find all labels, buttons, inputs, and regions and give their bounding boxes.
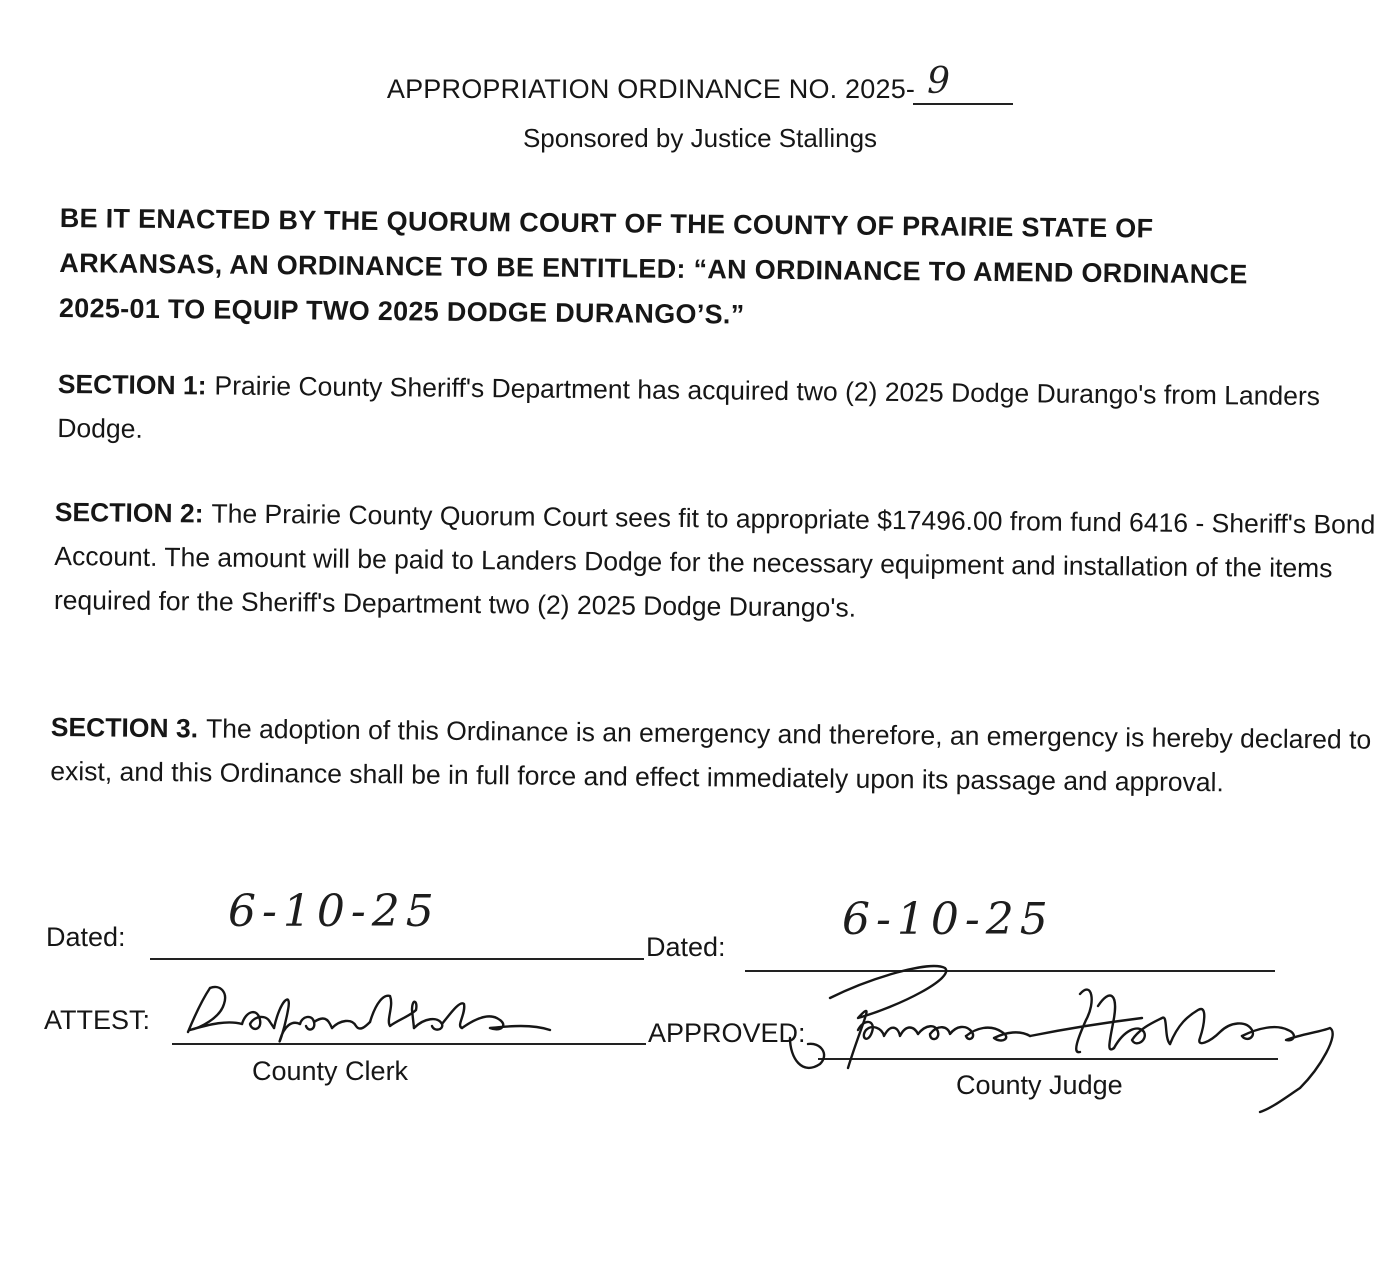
right-dated-label: Dated: — [646, 932, 726, 962]
section-1-text: Prairie County Sheriff's Department has acquired two (2) 2025 Dodge Durango's from Landers Dodge. — [57, 370, 1321, 444]
section-1-label: SECTION 1: — [57, 368, 207, 401]
section-1 — [57, 362, 1388, 463]
section-2-text: The Prairie County Quorum Court sees fit to appropriate $17496.00 from fund 6416 - Sheriff's Bond Account. The amount will be paid to Landers Dodge for the necessary equipment and installation of the items required for the Sheriff's Department two (2) 2025 Dodge Durango's. — [53, 498, 1376, 623]
left-date-handwritten: 6-10-25 — [228, 886, 440, 937]
ordinance-title-text: APPROPRIATION ORDINANCE NO. 2025- — [386, 74, 916, 104]
enactment-clause: BE IT ENACTED BY THE QUORUM COURT OF THE COUNTY OF PRAIRIE STATE OF ARKANSAS, AN ORDINANCE TO BE ENTITLED: “AN ORDINANCE TO AMEND ORDINANCE 2025-01 TO EQUIP TWO 2025 DODGE DURANGO’S.” — [58, 202, 1248, 330]
section-3 — [50, 705, 1381, 806]
county-clerk-label: County Clerk — [252, 1056, 409, 1086]
left-date-line — [150, 958, 644, 960]
county-judge-label: County Judge — [956, 1070, 1123, 1100]
approved-label: APPROVED: — [648, 1018, 806, 1048]
ordinance-title — [0, 61, 1400, 105]
left-dated-label: Dated: — [46, 922, 126, 952]
clerk-signature — [180, 980, 560, 1050]
section-3-label: SECTION 3. — [50, 711, 199, 744]
section-2 — [54, 490, 1385, 635]
sponsor-line: Sponsored by Justice Stallings — [522, 123, 878, 153]
right-date-handwritten: 6-10-25 — [842, 894, 1054, 945]
section-2-label: SECTION 2: — [54, 496, 204, 529]
ordinance-number-handwritten: 9 — [927, 61, 951, 102]
section-3-text: The adoption of this Ordinance is an emergency and therefore, an emergency is hereby declared to exist, and this Ordinance shall be in full force and effect immediately upon its passage and approval. — [50, 713, 1372, 798]
ordinance-number-blank — [913, 61, 1013, 105]
attest-label: ATTEST: — [44, 1005, 151, 1035]
